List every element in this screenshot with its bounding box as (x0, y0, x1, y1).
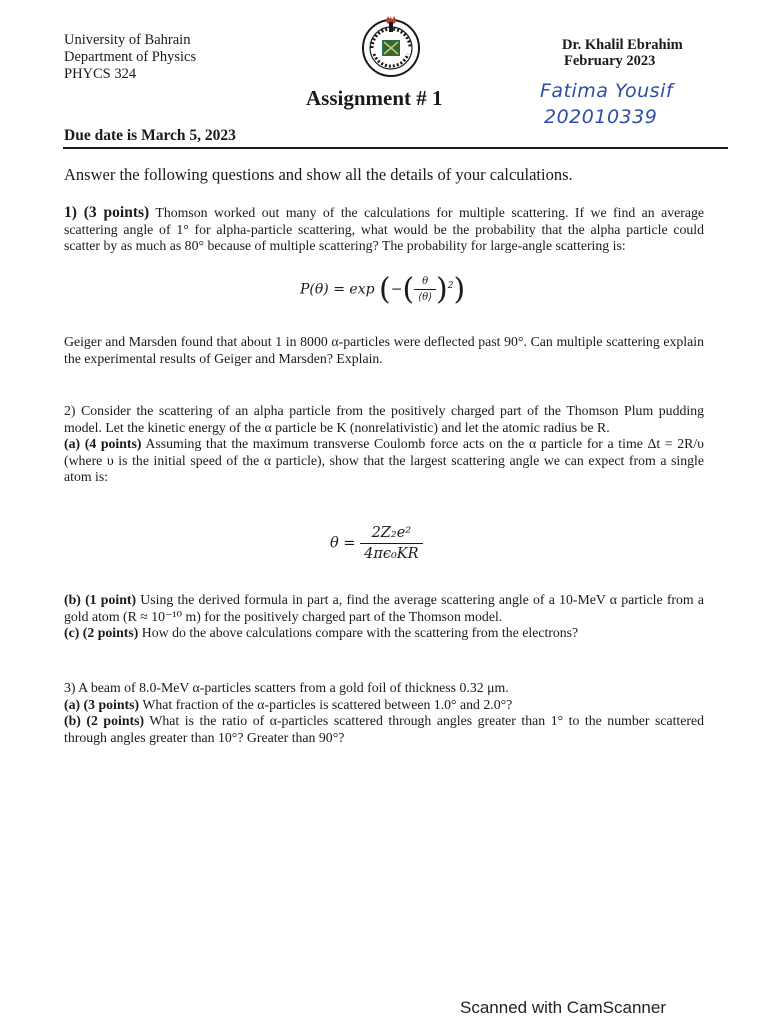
q2c-label: (c) (2 points) (64, 625, 139, 640)
question-2-parts (64, 592, 704, 642)
question-2 (64, 403, 704, 486)
q1-eq-exponent: 2 (447, 280, 454, 291)
q1-eq-fraction (414, 276, 436, 303)
q2b-text: Using the derived formula in part a, find the average scattering angle of a 10-MeV α particle from a gold atom (R ≈ 10⁻¹⁰ m) for the positively charged part of the Thomson model. (64, 592, 704, 624)
university-seal-logo (358, 10, 424, 78)
header-divider (63, 147, 728, 149)
question-3 (64, 680, 704, 746)
q1-follow-up: Geiger and Marsden found that about 1 in 8000 α-particles were deflected past 90°. Can multiple scattering explain the experimental results of Geiger and Marsden? Explain. (64, 334, 704, 366)
q3b-label: (b) (2 points) (64, 713, 145, 728)
q3a-text: What fraction of the α-particles is scattered between 1.0° and 2.0°? (142, 696, 513, 712)
q2-eq-den: 4πϵ₀KR (364, 546, 419, 562)
q1-eq-lhs: P(θ) = exp (300, 281, 375, 298)
question-1 (64, 205, 704, 255)
course-code: PHYCS 324 (64, 66, 137, 82)
instructor-name: Dr. Khalil Ebrahim (562, 37, 683, 53)
handwritten-student-info (540, 78, 673, 130)
department-name: Department of Physics (64, 49, 197, 65)
assignment-title: Assignment # 1 (306, 86, 443, 110)
q2-equation (330, 525, 423, 562)
q2-eq-lhs: θ = (330, 535, 356, 552)
q2a-label: (a) (4 points) (64, 436, 142, 451)
q2c-text: How do the above calculations compare with the scattering from the electrons? (141, 625, 579, 640)
q1-label: 1) (3 points) (64, 204, 150, 221)
q3b-text: What is the ratio of α-particles scattered through angles greater than 1° to the number scattered through angles greater than 10°? Greater than 90°? (64, 713, 705, 745)
q2-eq-num: 2Z₂e² (360, 525, 422, 544)
student-id: 202010339 (544, 106, 658, 128)
q2a-text: Assuming that the maximum transverse Coulomb force acts on the α particle for a time Δt = 2R/υ (where υ is the initial speed of the α particle), show that the largest scattering angle we can expect from a single atom is: (64, 436, 704, 484)
scanner-watermark: Scanned with CamScanner (460, 998, 667, 1017)
q1-eq-den: ⟨θ⟩ (418, 292, 432, 303)
q1-equation: P(θ) = exp (−( $\frac{\theta}{⟨\theta⟩}$ )$^2$) (300, 272, 466, 307)
q3a-label: (a) (3 points) (64, 696, 140, 712)
university-name: University of Bahrain (64, 32, 191, 48)
q2b-label: (b) (1 point) (64, 592, 137, 607)
instructions: Answer the following questions and show all the details of your calculations. (64, 165, 573, 184)
header-instructor (562, 37, 683, 69)
q1-text: Thomson worked out many of the calculations for multiple scattering. If we find an average scattering angle of 1° for alpha-particle scattering, what would be the probability that the alpha particle could scatter by as much as 80° because of multiple scattering? The probability for large-angle scattering is: (64, 205, 705, 253)
student-name: Fatima Yousif (540, 80, 674, 102)
issue-date: February 2023 (564, 53, 656, 69)
q2-intro: 2) Consider the scattering of an alpha particle from the positively charged part of the Thomson Plum pudding model. Let the kinetic energy of the α particle be K (nonrelativistic) and let the atomic radius be R. (64, 403, 704, 435)
q1-eq-num: θ (414, 276, 436, 290)
due-date: Due date is March 5, 2023 (64, 127, 236, 144)
q3-intro: 3) A beam of 8.0-MeV α-particles scatters from a gold foil of thickness 0.32 μm. (64, 680, 509, 695)
q2-eq-fraction (360, 525, 422, 562)
header-institution (64, 32, 196, 83)
